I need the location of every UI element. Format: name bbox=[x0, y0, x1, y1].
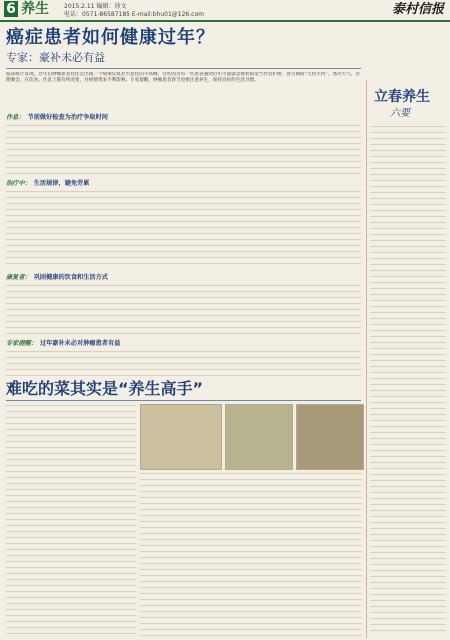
sidebar-title: 立春养生 bbox=[374, 89, 430, 105]
email: E-mail:bhu01@126.com bbox=[131, 11, 204, 18]
telephone: 电话：0571-86587185 bbox=[64, 11, 130, 18]
masthead-contact bbox=[64, 11, 204, 18]
section-heading-1 bbox=[6, 114, 108, 122]
section-tag: 作息： bbox=[6, 114, 25, 121]
section-title: 生活规律，避免劳累 bbox=[33, 180, 90, 187]
section-tag: 治疗中： bbox=[6, 180, 31, 187]
photo-bitter-melon bbox=[225, 404, 293, 470]
section-tag: 专家提醒： bbox=[6, 340, 37, 347]
text-block bbox=[6, 404, 136, 636]
article-subheadline: 专家：豪补未必有益 bbox=[6, 51, 105, 64]
section-title: 节前做好检查为治疗争取时间 bbox=[27, 114, 108, 121]
masthead-date-editor bbox=[64, 3, 126, 10]
masthead bbox=[0, 0, 450, 22]
text-block bbox=[6, 350, 361, 376]
section-name: 养生 bbox=[21, 1, 49, 17]
sidebar-subtitle: 六要 bbox=[390, 108, 410, 119]
divider bbox=[6, 400, 361, 401]
section-heading-3 bbox=[6, 274, 108, 282]
issue-date: 2015.2.11 bbox=[64, 3, 95, 10]
page-number: 6 bbox=[4, 1, 18, 17]
text-block bbox=[140, 472, 362, 636]
article2-headline: 难吃的菜其实是“养生高手” bbox=[6, 379, 204, 398]
photo-vegetable bbox=[140, 404, 222, 470]
text-block bbox=[6, 124, 361, 174]
article-headline: 癌症患者如何健康过年？ bbox=[6, 27, 215, 48]
text-block bbox=[6, 190, 361, 268]
section-heading-4 bbox=[6, 340, 120, 348]
text-block bbox=[370, 125, 446, 635]
section-title: 巩固健康的饮食和生活方式 bbox=[33, 274, 108, 281]
section-heading-2 bbox=[6, 180, 89, 188]
article-lede: 临床统计发现，过年后肿瘤患者往往会出现一个病情反复甚至恶化的小高峰。这些因为有一些患者遇到过年可能就忽视看很适当作息护理，春节期间“大鱼大肉”，寒冷天气，亲朋聚会，在饮食、作息上都有所改变，对病情带来不利影响。专家提醒，肿瘤患者春节也要注意养生，保持良好的生活习惯。 bbox=[6, 72, 360, 84]
section-title: 过年豪补未必对肿瘤患者有益 bbox=[39, 340, 121, 347]
text-block bbox=[6, 284, 361, 334]
paper-name: 泰村信报 bbox=[391, 2, 444, 17]
section-tag: 康复者： bbox=[6, 274, 31, 281]
photo-root-herb bbox=[296, 404, 364, 470]
editor: 编辑：徐文 bbox=[96, 3, 127, 10]
divider bbox=[6, 68, 361, 69]
